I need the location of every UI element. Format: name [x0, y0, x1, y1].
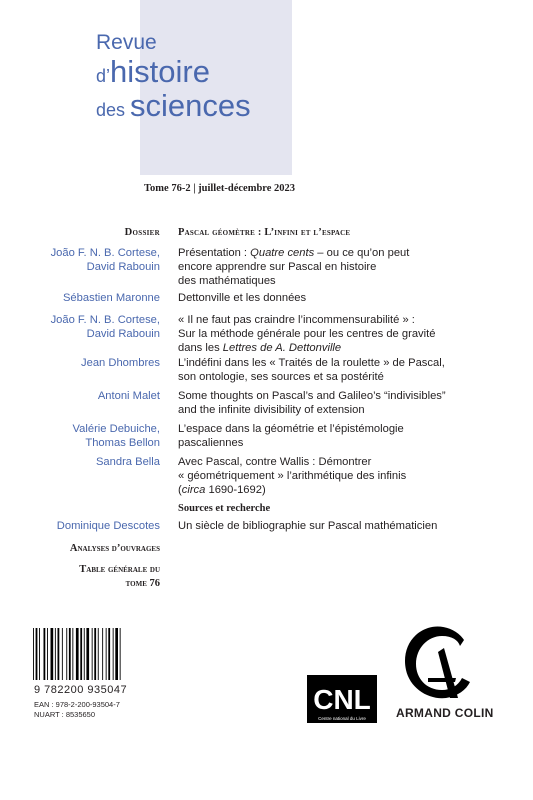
issue-info: Tome 76-2 | juillet-décembre 2023	[144, 183, 296, 194]
article-4-title: L’indéfini dans les « Traités de la roulette » de Pascal, son ontologie, ses sources et sa postérité	[178, 357, 445, 383]
cnl-logo	[307, 675, 377, 723]
svg-text:Centre national du Livre: Centre national du Livre	[318, 716, 366, 721]
article-5-title: Some thoughts on Pascal’s and Galileo’s “indivisibles” and the infinite divisibility of extension	[178, 390, 446, 416]
publisher-name: ARMAND COLIN	[396, 706, 494, 720]
article-1-title: Présentation : Quatre cents – ou ce qu’on peut encore apprendre sur Pascal en histoire des mathématiques	[178, 247, 410, 287]
barcode	[32, 628, 130, 680]
analyses-label: Analyses d’ouvrages	[69, 543, 160, 554]
article-6-title: L’espace dans la géométrie et l’épistémologie pascaliennes	[178, 423, 404, 449]
barcode-info: EAN : 978-2-200-93504-7 NUART : 8535650	[34, 700, 120, 719]
article-6-authors: Valérie Debuiche, Thomas Bellon	[72, 423, 160, 449]
journal-title-line2: d’histoire	[96, 54, 210, 89]
dossier-title: Pascal géomètre : L’infini et l’espace	[178, 227, 351, 238]
article-4-authors: Jean Dhombres	[81, 357, 160, 369]
dossier-label: Dossier	[124, 227, 160, 238]
article-2-title: Dettonville et les données	[178, 292, 307, 304]
sources-author: Dominique Descotes	[56, 520, 160, 532]
article-7-title: Avec Pascal, contre Wallis : Démontrer « géométriquement » l’arithmétique des infinis (circa 1690-1692)	[178, 456, 407, 496]
article-3-title: « Il ne faut pas craindre l’incommensurabilité » : Sur la méthode générale pour les centres de gravité dans les Lettres de A. Dettonville	[178, 314, 436, 354]
table-label: Table générale du tome 76	[79, 564, 160, 589]
journal-title	[96, 32, 251, 121]
sources-title: Un siècle de bibliographie sur Pascal mathématicien	[178, 520, 438, 532]
journal-title-line1: Revue	[96, 31, 157, 54]
armand-colin-logo-icon	[398, 622, 480, 704]
article-1-authors: João F. N. B. Cortese, David Rabouin	[50, 247, 160, 273]
article-2-authors: Sébastien Maronne	[62, 292, 160, 304]
journal-title-line3: des sciences	[96, 88, 251, 123]
svg-text:CNL: CNL	[313, 684, 371, 715]
article-3-authors: João F. N. B. Cortese, David Rabouin	[50, 314, 160, 340]
article-7-authors: Sandra Bella	[95, 456, 160, 468]
sources-section-label: Sources et recherche	[178, 503, 271, 514]
barcode-number: 9 782200 935047	[34, 684, 128, 696]
article-5-authors: Antoni Malet	[97, 390, 160, 402]
